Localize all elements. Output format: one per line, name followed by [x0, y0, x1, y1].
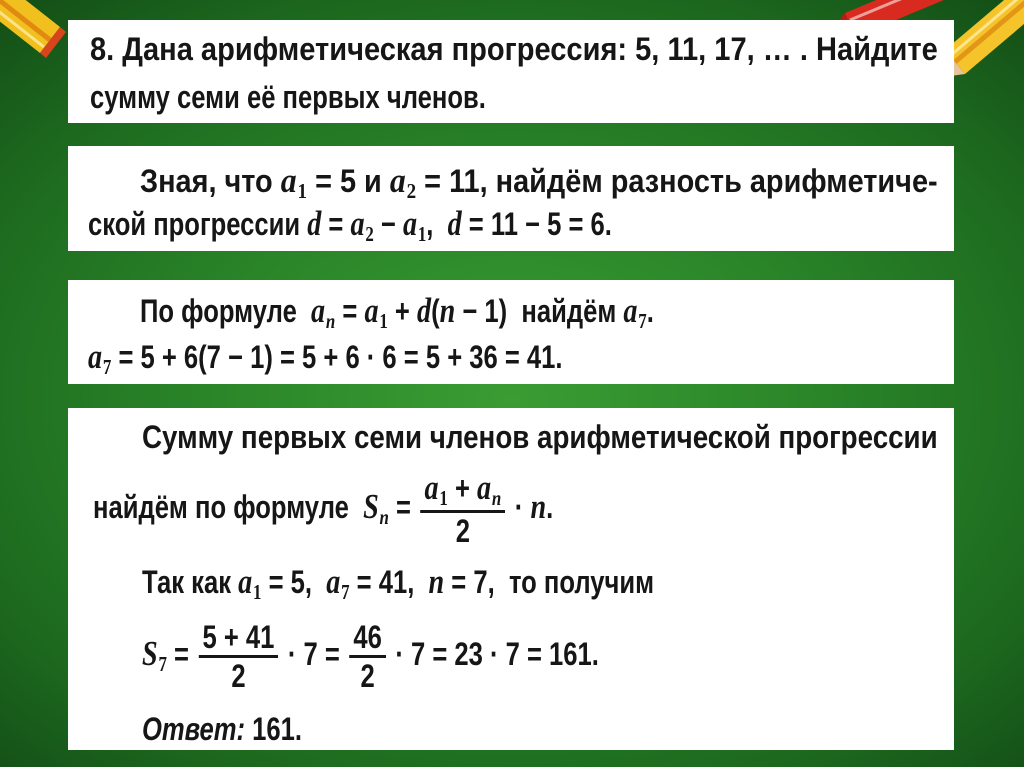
variable-letter: n — [439, 291, 456, 330]
difference-line-1 — [140, 163, 938, 203]
math-variable — [424, 468, 448, 511]
fraction-denominator — [356, 659, 378, 693]
math-variable — [238, 562, 262, 605]
text-run: + — [387, 293, 417, 329]
text-run: 2 — [231, 658, 246, 694]
fraction-numerator — [198, 620, 278, 654]
problem-statement-box — [68, 20, 954, 123]
math-variable — [477, 468, 502, 511]
variable-letter: a — [364, 291, 379, 330]
fraction-denominator — [227, 659, 249, 693]
nth-term-line-1 — [140, 293, 654, 333]
text-run: · 7 = — [280, 635, 347, 672]
variable-letter: a — [311, 291, 326, 330]
nth-term-line-2 — [88, 339, 562, 379]
variable-letter: a — [477, 468, 492, 507]
text-run: = 41, — [349, 564, 429, 600]
variable-letter: a — [389, 161, 406, 200]
variable-subscript: 7 — [158, 652, 167, 677]
variable-letter: S — [363, 486, 379, 526]
text-run: 8. Дана арифметическая прогрессия: 5, 11, 17, … . Найдите — [90, 31, 938, 67]
variable-letter: a — [88, 337, 103, 376]
variable-letter: S — [142, 633, 158, 673]
math-variable — [326, 562, 350, 605]
text-run: 46 — [353, 619, 382, 655]
text-run: 2 — [455, 513, 471, 549]
text-run: . — [646, 293, 654, 329]
text-run: = — [388, 488, 419, 525]
fraction — [349, 620, 385, 693]
variable-letter: a — [402, 204, 418, 243]
math-variable — [311, 291, 336, 334]
text-run: 161. — [245, 711, 302, 747]
variable-letter: d — [447, 204, 462, 243]
difference-step-box — [68, 146, 954, 251]
text-run: Зная, что — [140, 163, 281, 199]
text-run: = 11, найдём разность арифметиче- — [416, 163, 938, 199]
math-variable — [364, 291, 388, 334]
math-variable — [530, 487, 546, 526]
variable-subscript: 2 — [406, 179, 417, 204]
variable-letter: a — [280, 161, 297, 200]
text-run: По формуле — [140, 293, 312, 329]
variable-letter: d — [416, 291, 432, 330]
problem-line-2 — [90, 79, 486, 115]
variable-subscript: 7 — [638, 309, 647, 334]
variable-letter: n — [530, 486, 547, 526]
fraction — [421, 468, 506, 549]
variable-letter: a — [326, 562, 341, 601]
variable-subscript: n — [379, 505, 389, 530]
variable-subscript: n — [491, 486, 502, 511]
variable-subscript: 1 — [417, 222, 427, 247]
left-yellow-pencil-decoration — [0, 0, 66, 58]
variable-subscript: n — [325, 309, 336, 334]
text-run: = — [335, 293, 365, 329]
text-run: = 11 − 5 = 6. — [461, 206, 612, 242]
text-run: найдём по формуле — [93, 488, 364, 525]
fraction-numerator — [421, 468, 506, 511]
variable-letter: a — [238, 562, 253, 601]
text-run: , — [426, 206, 448, 242]
text-run: Сумму первых семи членов арифметической прогрессии — [142, 419, 938, 455]
variable-subscript: 1 — [439, 486, 448, 511]
answer-line — [142, 711, 302, 747]
math-variable — [417, 291, 431, 330]
fraction-denominator — [452, 514, 474, 548]
math-variable — [350, 204, 374, 247]
variable-subscript: 7 — [341, 580, 350, 605]
text-run: = 5 и — [307, 163, 390, 199]
text-run: ( — [431, 293, 440, 329]
variable-subscript: 2 — [365, 222, 374, 247]
text-run: 5 + 41 — [202, 619, 275, 655]
text-run: сумму семи её первых членов. — [90, 79, 486, 115]
text-run: − — [373, 206, 403, 242]
variable-subscript: 7 — [102, 355, 112, 380]
variable-letter: a — [623, 291, 638, 330]
fraction — [198, 620, 278, 693]
text-run: + — [447, 470, 478, 506]
text-run: Так как — [142, 564, 239, 600]
math-variable — [307, 204, 321, 243]
fraction-numerator — [349, 620, 385, 654]
variable-letter: n — [428, 562, 445, 601]
math-variable — [389, 161, 417, 204]
text-run: = 5, — [261, 564, 327, 600]
sum-step-box — [68, 408, 954, 750]
sum-calculation-line — [142, 620, 599, 693]
variable-subscript: 1 — [379, 309, 388, 334]
text-run: = — [321, 206, 351, 242]
text-run: 2 — [360, 658, 375, 694]
math-variable — [363, 486, 389, 530]
text-run: ской прогрессии — [88, 206, 308, 242]
math-variable — [280, 161, 308, 204]
math-variable — [623, 291, 647, 334]
math-variable — [88, 337, 112, 380]
text-run: − 1) найдём — [455, 293, 624, 329]
math-variable — [448, 204, 462, 243]
problem-line-1 — [90, 31, 938, 67]
variable-letter: d — [307, 204, 322, 243]
text-run: = — [166, 635, 197, 672]
text-run: = 7, то получим — [444, 564, 655, 600]
text-run: = 5 + 6(7 − 1) = 5 + 6 · 6 = 5 + 36 = 41. — [111, 339, 563, 375]
sum-values-line — [142, 564, 654, 604]
answer-label: Ответ: — [142, 711, 246, 747]
math-variable — [142, 633, 167, 677]
variable-letter: a — [424, 468, 439, 507]
text-run: · — [507, 488, 531, 525]
math-variable — [429, 562, 445, 601]
math-variable — [440, 291, 456, 330]
sum-line-1 — [142, 419, 938, 455]
math-variable — [402, 204, 427, 247]
sum-formula-line — [93, 468, 554, 549]
text-run: · 7 = 23 · 7 = 161. — [388, 635, 599, 672]
variable-letter: a — [350, 204, 365, 243]
text-run: . — [546, 488, 554, 525]
difference-line-2 — [88, 206, 612, 246]
variable-subscript: 1 — [253, 580, 262, 605]
nth-term-step-box — [68, 280, 954, 384]
variable-subscript: 1 — [297, 179, 308, 204]
